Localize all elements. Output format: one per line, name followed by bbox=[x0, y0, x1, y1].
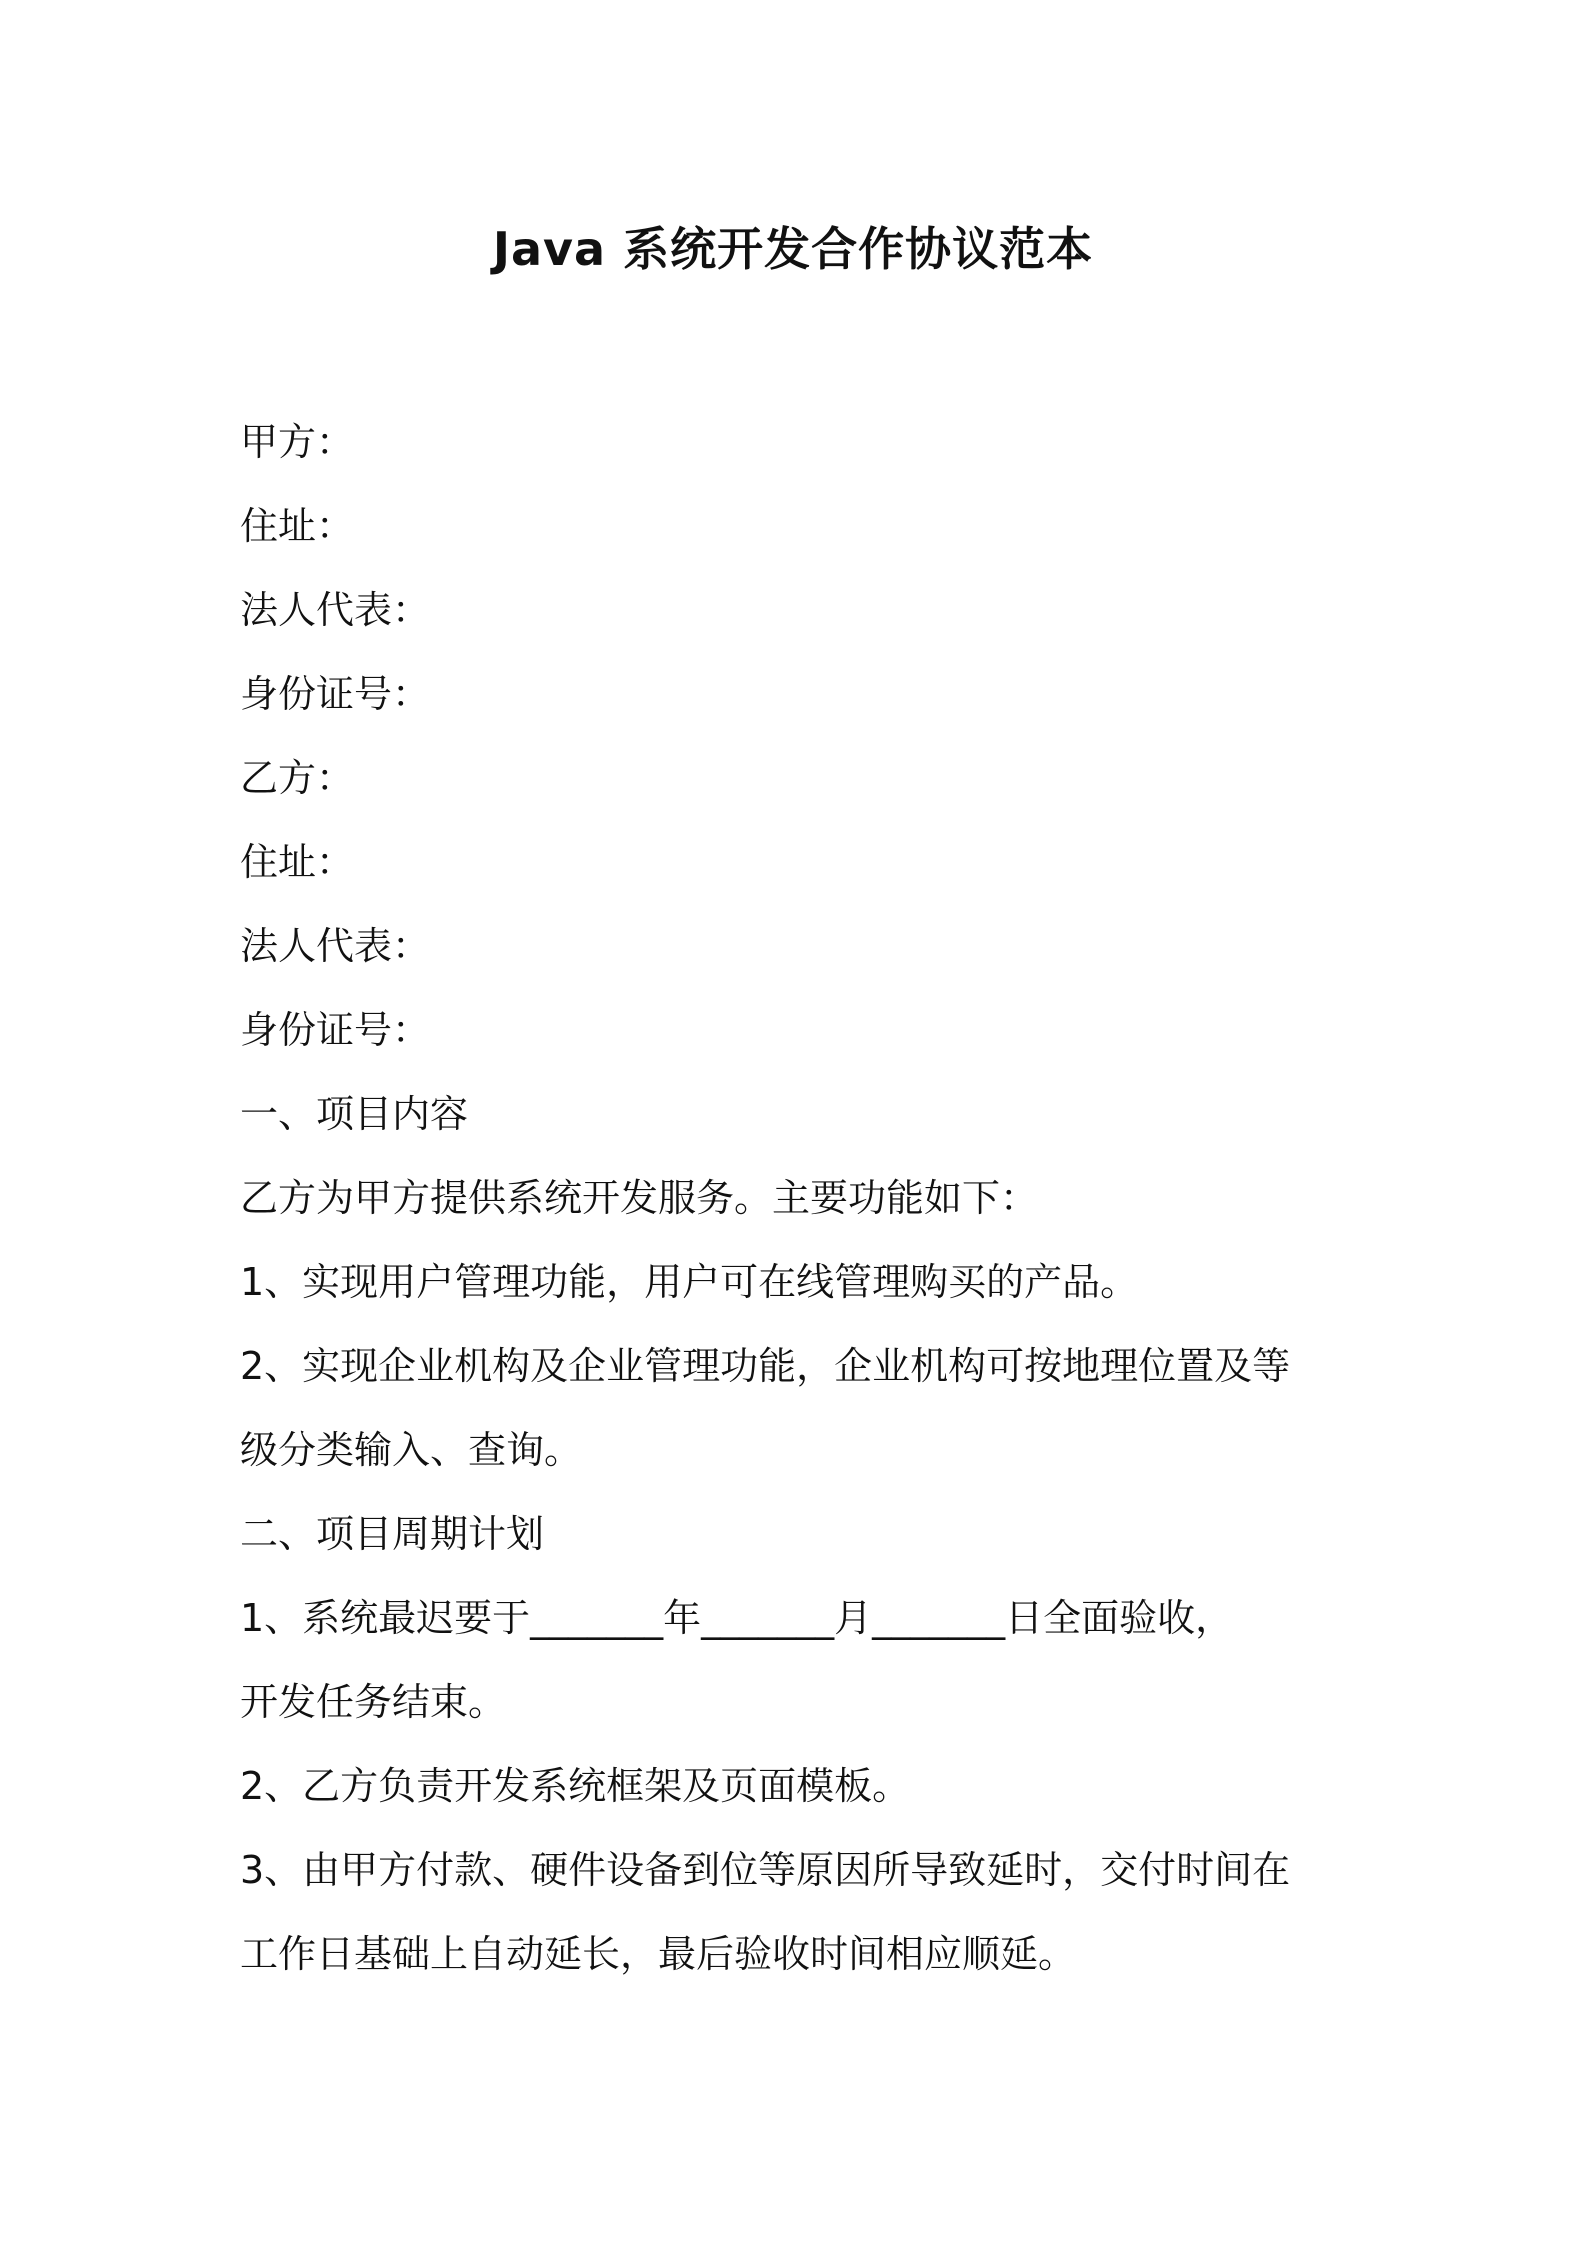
paragraph-line: 开发任务结束。 bbox=[240, 1680, 507, 1724]
party-b-id-number-label: 身份证号： bbox=[240, 1008, 431, 1052]
section-heading-project-content: 一、项目内容 bbox=[240, 1092, 469, 1136]
party-b-legal-rep-label: 法人代表： bbox=[240, 924, 431, 968]
paragraph-line: 级分类输入、查询。 bbox=[240, 1428, 583, 1472]
paragraph-line: 1、实现用户管理功能，用户可在线管理购买的产品。 bbox=[240, 1260, 1139, 1304]
paragraph-line: 3、由甲方付款、硬件设备到位等原因所导致延时，交付时间在 bbox=[240, 1848, 1291, 1892]
party-a-id-number-label: 身份证号： bbox=[240, 672, 431, 716]
paragraph-line: 工作日基础上自动延长，最后验收时间相应顺延。 bbox=[240, 1932, 1077, 1976]
party-a-legal-rep-label: 法人代表： bbox=[240, 588, 431, 632]
paragraph-line: 2、实现企业机构及企业管理功能，企业机构可按地理位置及等 bbox=[240, 1344, 1291, 1388]
party-b-label: 乙方： bbox=[240, 756, 355, 800]
section-heading-project-schedule: 二、项目周期计划 bbox=[240, 1512, 545, 1556]
party-a-label: 甲方： bbox=[240, 420, 355, 464]
paragraph-line: 2、乙方负责开发系统框架及页面模板。 bbox=[240, 1764, 911, 1808]
document-body bbox=[240, 400, 1360, 1996]
party-a-address-label: 住址： bbox=[240, 504, 355, 548]
document-title: Java 系统开发合作协议范本 bbox=[492, 222, 1094, 276]
paragraph-line: 1、系统最迟要于_______年_______月_______日全面验收， bbox=[240, 1596, 1234, 1640]
paragraph-line: 乙方为甲方提供系统开发服务。主要功能如下： bbox=[240, 1176, 1039, 1220]
party-b-address-label: 住址： bbox=[240, 840, 355, 884]
